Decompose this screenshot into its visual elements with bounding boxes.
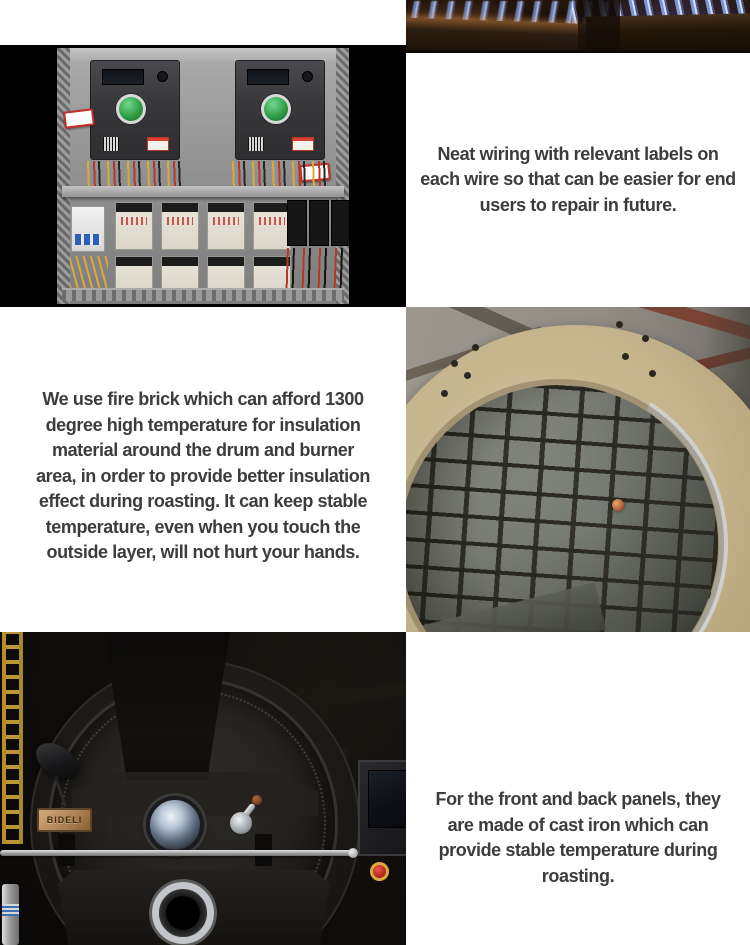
caption-line: Neat wiring with relevant labels on [437,143,719,164]
caption-wiring [406,53,750,307]
contactor [253,202,291,250]
lever-wood-tip [252,795,262,805]
copper-pipe-end [612,499,624,511]
caption-line: roasting. [541,865,615,886]
thermal-relay [161,256,199,292]
cabinet-rail-left [57,48,70,304]
relay-block [309,200,329,246]
caption-line: each wire so that can be easier for end [420,169,736,190]
contactor [207,202,245,250]
caption-line: We use fire brick which can afford 1300 [42,389,364,410]
cabinet-shelf [62,186,344,197]
vfd-drive-right [235,60,325,160]
contactor [161,202,199,250]
vfd-display-screen [102,69,144,85]
warning-label [147,137,169,151]
handwritten-mark [213,217,239,225]
vfd-knob [302,71,313,82]
caption-line: For the front and back panels, they [435,789,721,809]
vfd-knob [157,71,168,82]
caption-line: temperature, even when you touch the [45,516,361,537]
yellow-ladder [2,632,23,844]
caption-line: are made of cast iron which can [447,814,709,835]
lever-base [230,812,252,834]
warning-label [292,137,314,151]
terminal-strip [162,257,198,266]
thermal-relay [115,256,153,292]
burner-rail-left [406,17,606,53]
caption-line: users to repair in future. [479,194,677,215]
caption-cast-iron [406,632,750,945]
green-dial-button [116,94,146,124]
handwritten-mark [259,217,285,225]
terminal-strip [162,203,198,212]
top-white-spacer [0,0,406,45]
green-dial-button [261,94,291,124]
breaker-toggles [75,234,101,245]
drum-opening [406,379,724,632]
wire-duct [62,288,344,301]
burner-flames-photo [406,0,750,53]
chrome-rod [0,850,352,856]
rod-tip [348,848,358,858]
caption-line: material around the drum and burner [51,440,355,461]
handwritten-mark [121,217,147,225]
circuit-breaker [71,206,105,252]
handwritten-mark [167,217,193,225]
control-screen-box [358,760,406,856]
sight-glass-dome [146,796,204,854]
burner-gap [578,0,620,50]
caption-fire-brick [0,307,406,632]
terminal-strip [208,203,244,212]
relay-block [287,200,307,246]
terminal-strip [116,257,152,266]
vfd-display-screen [247,69,289,85]
emergency-stop-button [370,862,389,881]
terminal-strip [116,203,152,212]
control-panel-photo [0,45,406,307]
right-column [406,0,750,945]
red-border-sticker [63,108,95,129]
fire-brick-photo [406,307,750,632]
touch-screen [368,770,406,828]
caption-line: degree high temperature for insulation [45,414,361,435]
roaster-front-photo [0,632,406,945]
discharge-porthole [152,882,214,944]
barcode-sticker [103,137,119,151]
caption-line: outside layer, will not hurt your hands. [46,542,360,563]
flange-bolt-holes [472,344,479,351]
barcode-sticker [248,137,264,151]
background-pipe [298,682,406,709]
cabinet-interior [57,48,349,304]
caption-line: area, in order to provide better insulation [36,465,370,486]
brand-nameplate: BIDELI [37,808,92,832]
caption-line: effect during roasting. It can keep stable [38,491,368,512]
relay-block [331,200,349,246]
caption-line: provide stable temperature during [438,840,718,860]
terminal-strip [254,203,290,212]
vfd-drive-left [90,60,180,160]
contactor [115,202,153,250]
terminal-strip [208,257,244,266]
cylinder-label [2,904,19,916]
thermal-relay [207,256,245,292]
